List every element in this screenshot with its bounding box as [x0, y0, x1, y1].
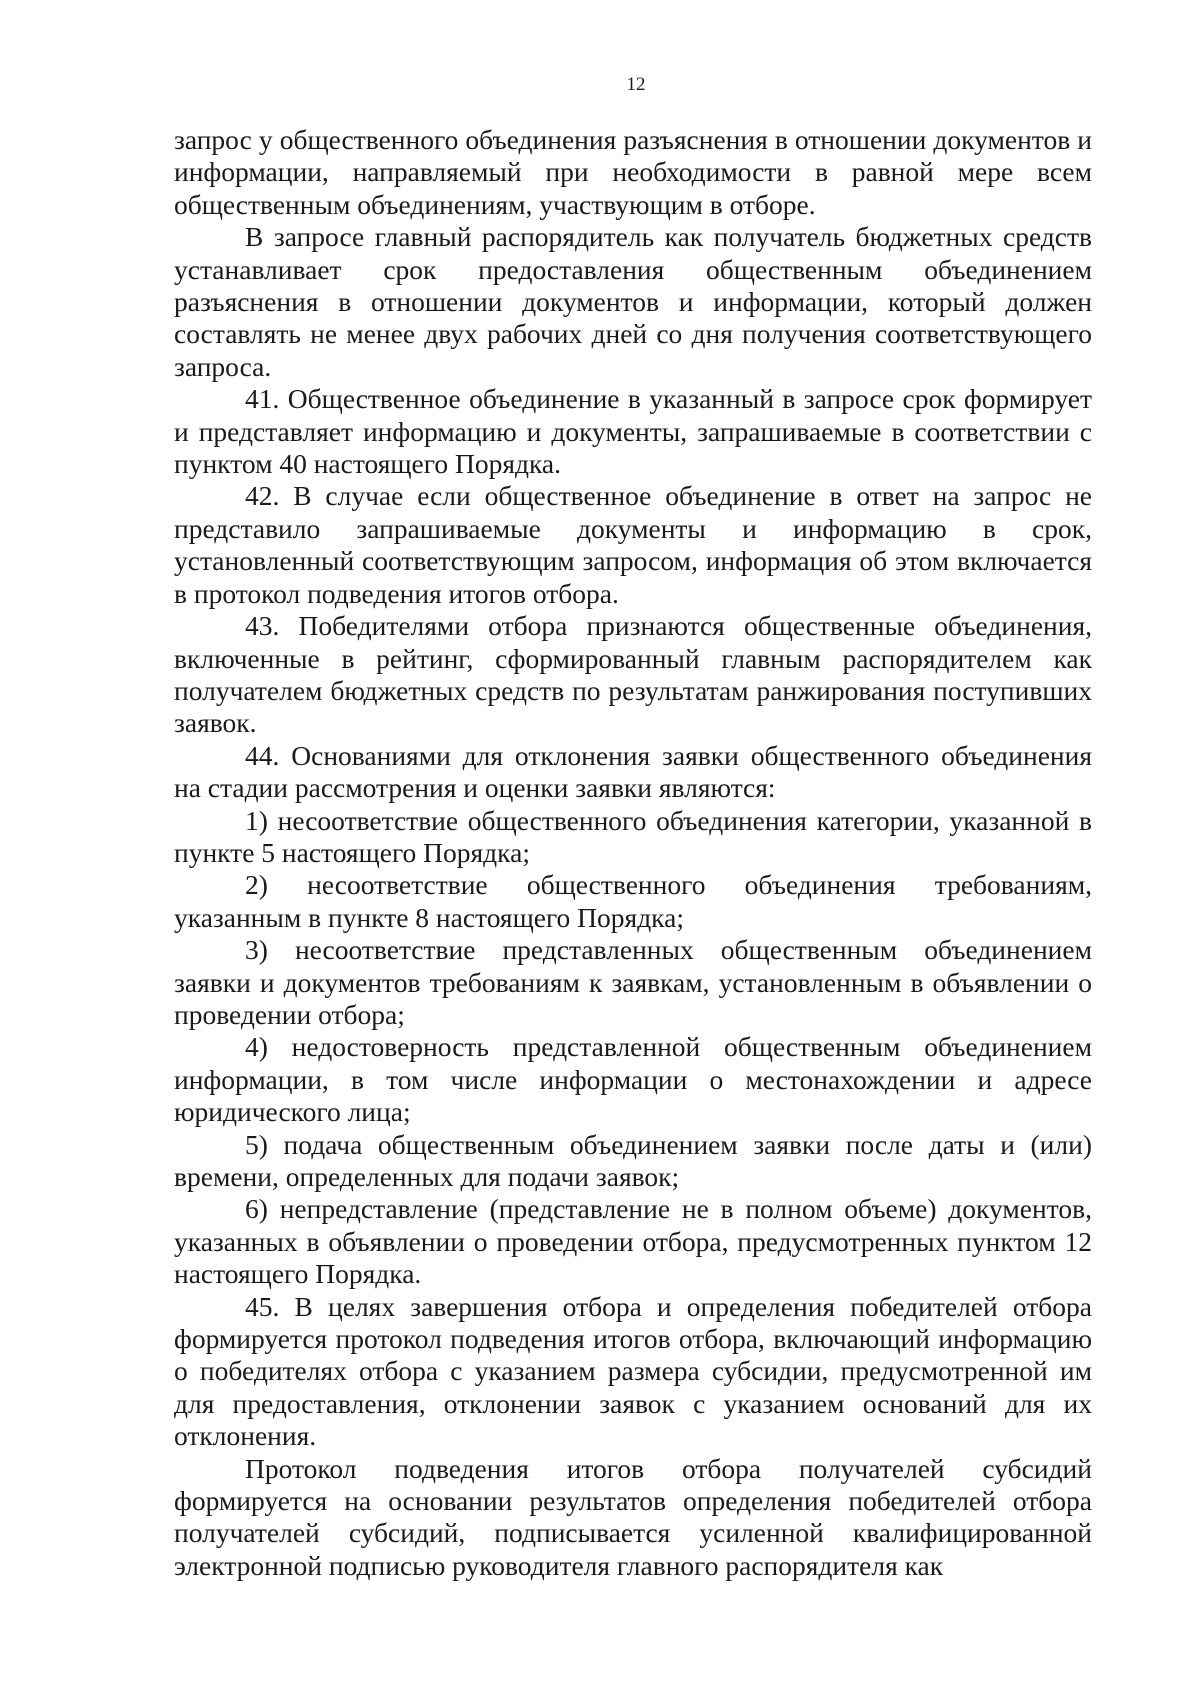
paragraph-clause-43: 43. Победителями отбора признаются общественные объединения, включенные в рейтинг, сформированный главным распорядителем как получателем бюджетных средств по результатам ранжирования поступивших заявок.: [174, 610, 1092, 739]
list-item-44-5: 5) подача общественным объединением заявки после даты и (или) времени, определенных для подачи заявок;: [174, 1128, 1092, 1192]
list-item-44-1: 1) несоответствие общественного объединения категории, указанной в пункте 5 настоящего Порядка;: [174, 804, 1092, 868]
list-item-44-4: 4) недостоверность представленной общественным объединением информации, в том числе информации о местонахождении и адресе юридического лица;: [174, 1031, 1092, 1128]
paragraph-request-deadline: В запросе главный распорядитель как получатель бюджетных средств устанавливает срок предоставления общественным объединением разъяснения в отношении документов и информации, который должен составлять не менее двух рабочих дней со дня получения соответствующего запроса.: [174, 221, 1092, 382]
paragraph-clause-41: 41. Общественное объединение в указанный в запросе срок формирует и представляет информацию и документы, запрашиваемые в соответствии с пунктом 40 настоящего Порядка.: [174, 383, 1092, 480]
list-item-44-3: 3) несоответствие представленных общественным объединением заявки и документов требованиям к заявкам, установленным в объявлении о проведении отбора;: [174, 934, 1092, 1030]
list-item-44-6: 6) непредставление (представление не в полном объеме) документов, указанных в объявлении о проведении отбора, предусмотренных пунктом 12 настоящего Порядка.: [174, 1193, 1092, 1290]
paragraph-clause-44: 44. Основаниями для отклонения заявки общественного объединения на стадии рассмотрения и оценки заявки являются:: [174, 739, 1092, 804]
list-item-44-2: 2) несоответствие общественного объединения требованиям, указанным в пункте 8 настоящего Порядка;: [174, 869, 1092, 933]
document-body: [174, 124, 1092, 1582]
paragraph-protocol: Протокол подведения итогов отбора получателей субсидий формируется на основании результатов определения победителей отбора получателей субсидий, подписывается усиленной квалифицированной электронной подписью руководителя главного распорядителя как: [174, 1452, 1092, 1581]
paragraph-continuation: запрос у общественного объединения разъяснения в отношении документов и информации, направляемый при необходимости в равной мере всем общественным объединениям, участвующим в отборе.: [174, 124, 1092, 220]
page-number: 12: [626, 74, 646, 95]
paragraph-clause-42: 42. В случае если общественное объединение в ответ на запрос не представило запрашиваемые документы и информацию в срок, установленный соответствующим запросом, информация об этом включается в протокол подведения итогов отбора.: [174, 480, 1092, 609]
paragraph-clause-45: 45. В целях завершения отбора и определения победителей отбора формируется протокол подведения итогов отбора, включающий информацию о победителях отбора с указанием размера субсидии, предусмотренной им для предоставления, отклонении заявок с указанием оснований для их отклонения.: [174, 1290, 1092, 1452]
